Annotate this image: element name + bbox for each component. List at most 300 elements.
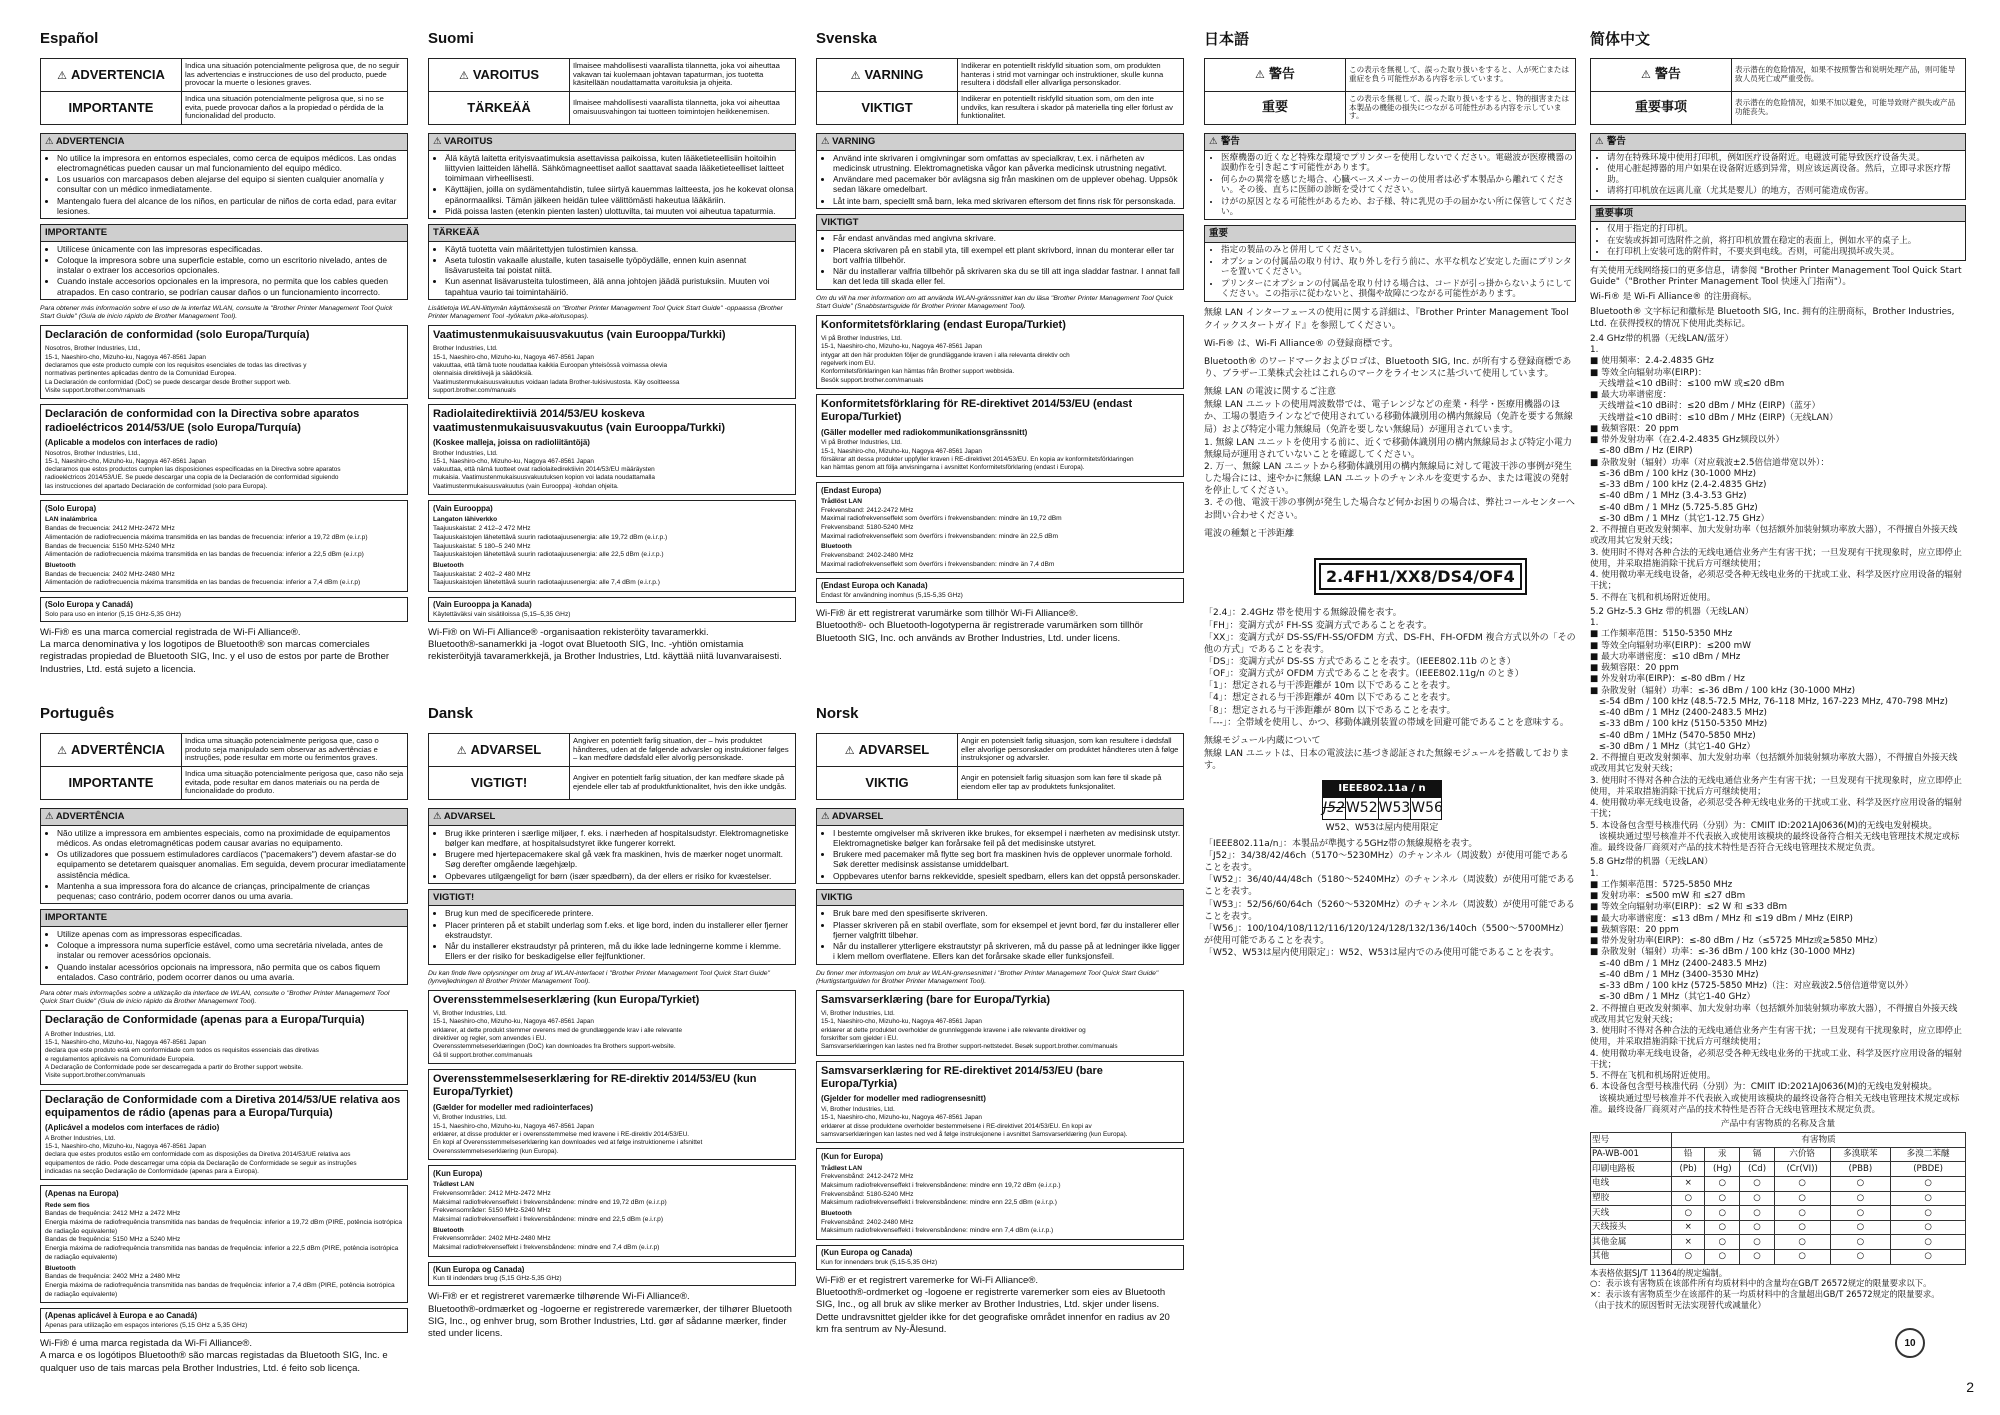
spec-heading: (Endast Europa) [821, 485, 882, 495]
signal-word-table [816, 58, 1184, 125]
declaration-body: Nosotros, Brother Industries, Ltd., 15-1, Naeshiro-cho, Mizuho-ku, Nagoya 467-8561 Japan declaramos que este producto cumple con los requisitos esenciales de todas las directivas y normativas pertinentes aplicadas dentro de la Comunidad Europea. La Declaración de conformidad (DoC) se puede descargar desde Brother support web. Visite support.brother.com/manuals [45, 345, 307, 395]
signal-warning [429, 59, 570, 92]
declaration-body: Vi, Brother Industries, Ltd. 15-1, Naeshiro-cho, Mizuho-ku, Nagoya 467-8561 Japan erklærer at disse produktene overholder bestemmelsene i RE-direktivet 2014/53/EU. En kopi av samsvarserklæringen kan lastes ned ved å følge instruksjonene i avsnittet Samsvarserklæring (kun Europa). [821, 1105, 1128, 1138]
important-box-title: TÄRKEÄÄ [433, 227, 480, 239]
warning-box-head [817, 134, 1183, 151]
indoor-use-box [816, 1245, 1184, 1270]
signal-important: VIGTIGT! [429, 767, 570, 800]
spec-line: Frekvensbånd: 5180-5240 MHz [821, 1190, 914, 1198]
signal-warning-text: Angiver en potentielt farlig situation, der – hvis produktet håndteres, uden at de følgende advarsler og instruktioner følges – kan medføre dødsfald eller alvorlig personskade. [570, 734, 796, 767]
signal-important-text: Indica una situación potencialmente peligrosa que, si no se evita, puede provocar daños a la propiedad o pérdida de la funcionalidad del producto. [182, 92, 408, 125]
spec-line: Maximal radiofrekvenseffekt som överförs i frekvensbanden: mindre än 19,72 dBm [821, 515, 1062, 523]
signal-important-text: Indikerar en potentiellt riskfylld situation som, om den inte undviks, kan resultera i skador på materiella ting eller förlust av funktionalitet. [958, 92, 1184, 125]
list-item: • 仅用于指定的打印机。 [1607, 224, 1965, 234]
signal-word-table [1590, 58, 1966, 125]
definition-line: 「FH」：変調方式が FH-SS 変調方式であることを表す。 [1204, 620, 1433, 631]
declaration-subtitle: (Koskee malleja, joissa on radioliitäntöjä) [433, 437, 590, 447]
spec-line: Taajuuskaistojen lähetettävä suurin radiotaajuusenergia: alle 22,5 dBm (e.i.r.p.) [433, 551, 664, 559]
module-body: 無線 LAN ユニットは、日本の電波法に基づき認証された無線モジュールを搭載しております。 [1204, 749, 1570, 772]
signal-warning [817, 734, 958, 767]
spec-line: ■ 杂散发射（辐射）功率：≤-36 dBm / 100 kHz (30-1000 MHz) [1590, 947, 1856, 958]
signal-important: VIKTIGT [817, 92, 958, 125]
table-cell: ○ [1705, 1220, 1740, 1235]
table-cell: × [1672, 1235, 1705, 1250]
important-box-head [817, 890, 1183, 907]
table-cell: ○ [1705, 1191, 1740, 1206]
signal-important: IMPORTANTE [41, 92, 182, 125]
declaration-title: Declaración de conformidad (solo Europa/Turquía) [45, 329, 310, 342]
wlan-guide-note: 有关使用无线网络接口的更多信息，请参阅 "Brother Printer Management Tool Quick Start Guide"（"Brother Printer Management Tool 快速入门指南"）。 [1590, 265, 1962, 287]
wlan-guide-note: Para obter mais informações sobre a utilização da interface de WLAN, consulte o "Brother Printer Management Tool Quick Start Guide" (Guia de início rápido da Brother Management Tool). [40, 990, 390, 1006]
spec-line: ≤-40 dBm / 1 MHz (5.725-5.85 GHz) [1590, 502, 1758, 513]
table-cell: ○ [1705, 1235, 1740, 1250]
spec-line: Rede sem fios [45, 1201, 90, 1209]
bluetooth-trademark: Bluetooth® のワードマークおよびロゴは、Bluetooth SIG, Inc. が所有する登録商標であり、ブラザー工業株式会社はこれらのマークをライセンスに基づいて使用しています。 [1204, 356, 1572, 380]
section-title: Español [40, 30, 99, 47]
spec-line: ≤-30 dBm / 1 MHz（其它1-40 GHz） [1590, 992, 1756, 1003]
important-box-title: VIGTIGT! [433, 891, 475, 903]
indoor-use-box [40, 1308, 408, 1333]
spec-line: Alimentación de radiofrecuencia máxima transmitida en las bandas de frecuencia: inferior a 7,4 dBm (e.i.r.p) [45, 579, 361, 587]
section-title: Suomi [428, 30, 474, 47]
spec-line: ≤-30 dBm / 1 MHz（其它1-40 GHz） [1590, 741, 1756, 752]
page-number: 2 [1966, 1379, 1974, 1395]
definition-line: 「W56」：100/104/108/112/116/120/124/128/132/136/140ch（5500〜5700MHz）が使用可能であることを表す。 [1204, 923, 1569, 946]
indoor-use-box [428, 1262, 796, 1287]
spec-line: Bandas de frequência: 2402 MHz a 2480 MHz [45, 1273, 181, 1281]
spec-line: 3. 使用时不得对各种合法的无线电通信业务产生有害干扰；一旦发现有干扰现象时，应立即停止使用，并采取措施消除干扰后方可继续使用； [1590, 1026, 1962, 1048]
definition-line: 「XX」：変調方式が DS-SS/FH-SS/OFDM 方式、DS-FH、FH-OFDM 複合方式以外の「その他の方式」であることを表す。 [1204, 632, 1576, 655]
list-item: • Användare med pacemaker bör avlägsna sig från maskinen om de upplever obehag. Uppsök sedan läkare omedelbart. [833, 174, 1183, 195]
list-item: • Coloque la impresora sobre una superficie estable, como un escritorio nivelado, antes de instalar o extraer los accesorios opcionales. [57, 255, 407, 276]
spec-line: Trådløst LAN [821, 1164, 863, 1172]
signal-warning [41, 59, 182, 92]
table-cell: (Hg) [1705, 1162, 1740, 1177]
spec-line: Bandas de frecuencia: 2402 MHz-2480 MHz [45, 570, 175, 578]
wifi-trademark: Wi-Fi® er et registrert varemerke for Wi-Fi Alliance®. [816, 1274, 1038, 1286]
bluetooth-trademark: Bluetooth®-ordmærket og -logoerne er registrerede varemærker, der tilhører Bluetooth SIG, Inc., og enhver brug, som Brother Industries, Ltd. gør af sådanne mærker, finder sted under licens. [428, 1303, 792, 1340]
spec-line: Alimentación de radiofrecuencia máxima transmitida en las bandas de frecuencia: inferior a 19,72 dBm (e.i.r.p) [45, 533, 368, 541]
list-item: • Bruk bare med den spesifiserte skriveren. [833, 908, 1183, 918]
list-item: • Brug ikke printeren i særlige miljøer, f. eks. i nærheden af hospitalsudstyr. Elektromagnetiske bølger kan medføre, at hospitalsudstyret ikke fungerer korrekt. [445, 828, 795, 849]
indoor-heading: (Kun Europa og Canada) [821, 1248, 913, 1258]
spec-line: ■ 杂散发射（辐射）功率（对应载波±2.5倍信道带宽以外）： [1590, 457, 1830, 468]
spec-line: 4. 使用微功率无线电设备，必须忍受各种无线电业务的干扰或工业、科学及医疗应用设备的辐射干扰； [1590, 798, 1962, 820]
signal-warning-text: Ilmaisee mahdollisesti vaarallista tilannetta, joka voi aiheuttaa vakavan tai kuolemaan johtavan tapaturman, jos tuotetta käsitellään noudattamatta varoituksia ja ohjeita. [570, 59, 796, 92]
table-cell: ○ [1830, 1250, 1891, 1265]
list-item: • 请将打印机放在远离儿童（尤其是婴儿）的地方，否则可能造成伤害。 [1607, 186, 1965, 196]
spec-line: Bandas de frecuencia: 2412 MHz-2472 MHz [45, 525, 175, 533]
wlan-guide-note: Para obtener más información sobre el uso de la interfaz WLAN, consulte la "Brother Printer Management Tool Quick Start Guide" (Guía de inicio rápido de Brother Management Tool). [40, 304, 393, 321]
signal-word-table [40, 58, 408, 125]
important-box-title: IMPORTANTE [45, 912, 108, 924]
indoor-text: Kun til indendørs brug (5,15 GHz-5,35 GHz) [433, 1275, 562, 1283]
list-item: • Käytä tuotetta vain määritettyjen tulostimien kanssa. [445, 244, 795, 254]
spec-line: Maximal radiofrekvenseffekt som överförs i frekvensbanden: mindre än 7,4 dBm [821, 560, 1055, 568]
list-item: • Låt inte barn, speciellt små barn, leka med skrivaren eftersom det finns risk för personskada. [833, 196, 1183, 206]
table-row [1591, 1191, 1966, 1206]
spec-line: Frekvensband: 2412-2472 MHz [821, 506, 914, 514]
table-cell: ○ [1774, 1220, 1830, 1235]
module-heading: 無線モジュール内蔵について [1204, 735, 1321, 746]
table-cell: 塑胶 [1591, 1191, 1672, 1206]
warning-box-title: ADVERTÊNCIA [55, 811, 125, 822]
spec-line: Frekvensområder: 2412 MHz-2472 MHz [433, 1189, 551, 1197]
list-item: • 使用心脏起搏器的用户如果在设备附近感到异常，则应该远离设备。然后，立即寻求医疗帮助。 [1607, 164, 1965, 185]
table-cell: ○ [1891, 1206, 1966, 1221]
spec-line: 2. 不得擅自更改发射频率、加大发射功率（包括额外加装射频功率放大器），不得擅自外接天线或改用其它发射天线； [1590, 525, 1958, 547]
spec-line: Frekvensområder: 5150 MHz-5240 MHz [433, 1207, 551, 1215]
warning-box-head [41, 809, 407, 826]
signal-warning [41, 734, 182, 767]
spec-line: ■ 载频容限：20 ppm [1590, 924, 1679, 935]
wifi-trademark: Wi-Fi® は、Wi-Fi Alliance® の登録商標です。 [1204, 338, 1399, 349]
table-cell: ○ [1891, 1250, 1966, 1265]
wlan-guide-note: Lisätietoja WLAN-liittymän käyttämisestä on "Brother Printer Management Tool Quick Start Guide" -oppaassa (Brother Printer Management Tool -työkalun pika-aloitusopas). [428, 304, 783, 321]
table-cell: (PBDE) [1891, 1162, 1966, 1177]
wifi-trademark: Wi-Fi® é uma marca registada da Wi-Fi Alliance®. [40, 1337, 252, 1349]
table-row [1591, 1162, 1966, 1177]
spec-line: ≤-36 dBm / 100 kHz (30-1000 MHz) [1590, 468, 1757, 479]
table-cell: ○ [1705, 1177, 1740, 1192]
warning-box [40, 133, 408, 219]
section-norwegian [816, 705, 1184, 1336]
list-item: • Utilize apenas com as impressoras especificadas. [57, 929, 407, 939]
table-row [1591, 1147, 1966, 1162]
definition-line: 「J52」：34/38/42/46ch（5170〜5230MHz）のチャンネル（周波数）が使用可能であることを表す。 [1204, 850, 1569, 874]
spec-line: ■ 带外发射功率(EIRP)：≤-80 dBm / Hz（≤5725 MHz或≥5850 MHz） [1590, 936, 1883, 947]
declaration-body: Vi, Brother Industries, Ltd. 15-1, Naeshiro-cho, Mizuho-ku, Nagoya 467-8561 Japan erklærer, at dette produkt stemmer overens med de grundlæggende krav i alle relevante direktiver og regler, som anvendes i EU. Overensstemmelseserklæringen (DoC) kan downloades fra Brothers support-website. Gå til support.brother.com/manuals [433, 1010, 683, 1059]
list-item: • Mantenha a sua impressora fora do alcance de crianças, principalmente de crianças pequenas; caso contrário, podem ocorrer danos ou uma avaria. [57, 881, 407, 902]
table-cell: ○ [1891, 1220, 1966, 1235]
signal-warning [429, 734, 570, 767]
table-cell: 汞 [1705, 1147, 1740, 1162]
warning-box [816, 808, 1184, 884]
red-declaration [428, 1069, 796, 1160]
spec-line: 1. [1590, 345, 1599, 356]
spec-line: ≤-40 dBm / 1 MHz (2400-2483.5 MHz) [1590, 708, 1767, 719]
signal-warning-label: ADVARSEL [470, 741, 542, 757]
important-box-head [429, 225, 795, 242]
spec-line: Maksimal radiofrekvenseffekt i frekvensbåndene: mindre end 7,4 dBm (e.i.r.p) [433, 1244, 660, 1252]
list-item: • Mantengalo fuera del alcance de los niños, en particular de niños de corta edad, para evitar lesiones. [57, 196, 407, 217]
spec-line: ■ 载频容限：20 ppm [1590, 663, 1679, 674]
signal-warning-label: VAROITUS [472, 66, 540, 82]
important-box [816, 889, 1184, 965]
signal-warning: ⚠ 警告 [1591, 59, 1732, 92]
table-cell: 镉 [1740, 1147, 1774, 1162]
declaration-subtitle: (Aplicable a modelos con interfaces de radio) [45, 437, 218, 447]
table-row [1591, 1133, 1966, 1148]
radio-spec-box [40, 1185, 408, 1303]
declaration-of-conformity [40, 325, 408, 399]
table-cell: ○ [1672, 1250, 1705, 1265]
radio-type-heading: 電波の種類と干渉距離 [1204, 528, 1295, 539]
signal-important-text: この表示を無視して、誤った取り扱いをすると、物的損害または本製品の機能の損失につながる可能性がある内容を示しています。 [1346, 92, 1576, 125]
spec-line: 5. 不得在飞机和机场附近使用。 [1590, 1071, 1716, 1082]
radio-spec-box [40, 500, 408, 592]
signal-important-text: Angir en potensielt farlig situasjon som kan føre til skade på eiendom eller tap av produktets funksjonalitet. [958, 767, 1184, 800]
declaration-body: Vi på Brother Industries, Ltd. 15-1, Naeshiro-cho, Mizuho-ku, Nagoya 467-8561 Japan intygar att den här produkten följer de grundläggande kraven i alla relevanta direktiv och regelverk inom EU. Konformitetsförklaringen kan hämtas från Brother support webbsida. Besök support.brother.com/manuals [821, 335, 1070, 384]
spec-line: Taajuuskaistojen lähetettävä suurin radiotaajuusenergia: alle 19,72 dBm (e.i.r.p.) [433, 533, 668, 541]
warning-box: ⚠ 警告 • 医療機器の近くなど特殊な環境でプリンターを使用しないでください。電磁波が医療機器の誤動作を引き起こす可能性があります。 • 何らかの異常を感じた場合、心臓ペースメーカーの使用者は必ず本製品から離れてください。その後、直ちに医師の診断を受けてください。 • けがの原因となる可能性があるため、お子様、特に乳児の手の届かない所に保管してください。 [1204, 133, 1576, 220]
list-item: • Os utilizadores que possuem estimuladores cardíacos ("pacemakers") devem afastar-se do equipamento se detetarem quaisquer anomalias. Em seguida, devem procurar imediatamente assistência médica. [57, 849, 407, 880]
indoor-heading: (Kun Europa og Canada) [433, 1264, 525, 1274]
table-cell: 有害物质 [1672, 1133, 1966, 1148]
warning-box-title: VAROITUS [444, 136, 493, 147]
spec-line: ■ 外发射功率(EIRP)：≤-80 dBm / Hz [1590, 674, 1745, 685]
channel-cell: W52 [1346, 798, 1379, 819]
spec-line: 4. 使用微功率无线电设备，必须忍受各种无线电业务的干扰或工业、科学及医疗应用设备的辐射干扰； [1590, 1048, 1962, 1070]
red-declaration [428, 404, 796, 495]
spec-line: Trådlöst LAN [821, 497, 863, 505]
warning-triangle-icon: ⚠ [433, 811, 444, 822]
spec-line: Bluetooth [45, 1264, 76, 1272]
numbered-item: 1. 無線 LAN ユニットを使用する前に、近くで移動体識別用の構内無線局および特定小電力無線局が運用されていないことを確認してください。 [1204, 437, 1572, 460]
radio-notice-heading: 無線 LAN の電波に関するご注意 [1204, 387, 1336, 398]
indoor-text: Apenas para utilização em espaços interiores (5,15 GHz a 5,35 GHz) [45, 1321, 248, 1329]
table-cell: ○ [1740, 1250, 1774, 1265]
declaration-of-conformity [816, 315, 1184, 389]
list-item: • オプションの付属品の取り付け、取り外しを行う前に、水平な机など安定した面にプリンターを置いてください。 [1221, 257, 1575, 278]
table-cell: ○ [1740, 1177, 1774, 1192]
warning-box [816, 133, 1184, 209]
signal-word-table [40, 733, 408, 800]
table-row [1591, 1220, 1966, 1235]
red-declaration [40, 404, 408, 495]
spec-line: Maximal radiofrekvenseffekt som överförs i frekvensbanden: mindre än 22,5 dBm [821, 532, 1058, 540]
spec-line: ■ 工作频率范围：5150-5350 MHz [1590, 629, 1733, 640]
definition-line: 「W52、W53は屋内使用限定」：W52、W53は屋内でのみ使用可能であることを表す。 [1204, 948, 1560, 959]
signal-important-text: Angiver en potentielt farlig situation, der kan medføre skade på ejendele eller tab af produktfunktionalitet, hvis den ikke undgås. [570, 767, 796, 800]
list-item: • Opbevares utilgængeligt for børn (især spædbørn), da der ellers er risiko for kvæstelser. [445, 871, 795, 881]
list-item: • Når du installerer ekstraudstyr på printeren, må du ikke lade ledningerne komme i klemme. Ellers er der risiko for beskadigelse eller fejlfunktioner. [445, 941, 795, 962]
declaration-subtitle: (Gælder for modeller med radiointerfaces) [433, 1102, 594, 1112]
table-cell: PA-WB-001 [1591, 1147, 1672, 1162]
table-cell: ○ [1891, 1191, 1966, 1206]
spec-line: ■ 最大功率谱密度：≤10 dBm / MHz [1590, 651, 1741, 662]
list-item: • Quando instalar acessórios opcionais na impressora, não permita que os cabos fiquem entalados. Caso contrário, podem ocorrer danos ou uma avaria. [57, 962, 407, 983]
table-cell: 其他金属 [1591, 1235, 1672, 1250]
bluetooth-trademark: La marca denominativa y los logotipos de Bluetooth® son marcas comerciales registradas propiedad de Bluetooth SIG, Inc. y el uso de estos por parte de Brother Industries, Ltd. está sujeto a licencia. [40, 638, 390, 675]
spec-line: Energia máxima de radiofrequência transmitida nas bandas de frequência: inferior a 7,4 dBm (PIRE, potência isotrópica de radiação equivalente) [45, 1282, 395, 1298]
signal-warning-text: Indica uma situação potencialmente perigosa que, caso o produto seja manipulado sem observar as advertências e instruções, pode resultar em morte ou ferimentos graves. [182, 734, 408, 767]
important-box-title: VIKTIG [821, 891, 853, 903]
signal-warning-label: ADVERTÊNCIA [70, 741, 165, 757]
list-item: • Brug kun med de specificerede printere. [445, 908, 795, 918]
list-item: • Utilícese únicamente con las impresoras especificadas. [57, 244, 407, 254]
spec-line: ■ 工作频率范围：5725-5850 MHz [1590, 879, 1733, 890]
spec-line: Frekvensband: 2402-2480 MHz [821, 552, 914, 560]
table-cell: 铅 [1672, 1147, 1705, 1162]
list-item: • Não utilize a impressora em ambientes especiais, como na proximidade de equipamentos médicos. As ondas eletromagnéticas podem causar avarias no equipamento. [57, 828, 407, 849]
spec-line: Taajuuskaistat: 5 180–5 240 MHz [433, 542, 531, 550]
signal-important: 重要 [1205, 92, 1346, 125]
spec-line: ≤-33 dBm / 100 kHz (5150-5350 MHz) [1590, 719, 1768, 730]
list-item: • Cuando instale accesorios opcionales en la impresora, no permita que los cables queden atrapados. En caso contrario, se podrían causar daños o un funcionamiento incorrecto. [57, 276, 407, 297]
warning-box-head [817, 809, 1183, 826]
spec-heading: (Kun for Europa) [821, 1152, 883, 1162]
spec-line: Energia máxima de radiofrequência transmitida nas bandas de frequência: inferior a 19,72 dBm (PIRE, potência isotrópica de radiação equivalente) [45, 1219, 402, 1235]
spec-line: 6. 本设备包含型号核准代码（分别）为：CMIIT ID:2021AJ0636(M)的无线电发射模块。 [1590, 1082, 1938, 1093]
declaration-body: Vi, Brother Industries, Ltd. 15-1, Naeshiro-cho, Mizuho-ku, Nagoya 467-8561 Japan erklærer at dette produktet overholder de grunnleggende kravene i alle relevante direktiver og forskrifter som gjelder i EU. Samsvarserklæringen kan lastes ned fra Brother support-nettstedet. Besøk support.brother.com/manuals [821, 1010, 1118, 1051]
definition-line: 「1」：想定される与干渉距離が 10m 以下であることを表す。 [1204, 681, 1456, 692]
channel-cell: W56 [1411, 799, 1443, 816]
table-cell: 天线接头 [1591, 1220, 1672, 1235]
wlan-guide-note: Du finner mer informasjon om bruk av WLAN-grensesnittet i "Brother Printer Management Tool Quick Start Guide" (Hurtigstartguiden for Brother Printer Management Tool). [816, 969, 1159, 985]
list-item: • プリンターにオプションの付属品を取り付ける場合は、コードが引っ掛からないようにしてください。この指示に従わないと、損傷や故障につながる可能性があります。 [1221, 279, 1575, 300]
spec-line: Maksimal radiofrekvenseffekt i frekvensbåndene: mindre end 22,5 dBm (e.i.r.p) [433, 1215, 664, 1223]
spec-heading: (Vain Eurooppa) [433, 504, 493, 514]
table-note: 本表格依据SJ/T 11364的规定编制。 [1590, 1267, 1728, 1278]
table-note: ○：表示该有害物质在该部件所有均质材料中的含量均在GB/T 26572规定的限量要求以下。 [1590, 1278, 1932, 1289]
table-cell: ○ [1672, 1206, 1705, 1221]
bluetooth-trademark: Bluetooth®-sanamerkki ja -logot ovat Bluetooth SIG, Inc. -yhtiön omistamia rekisteröityjä tavaramerkkejä, ja Brother Industries, Ltd. käyttää niitä luvanvaraisesti. [428, 638, 782, 663]
signal-word-table [1204, 58, 1576, 125]
warning-triangle-icon: ⚠ [458, 69, 469, 82]
warning-box-title: VARNING [832, 136, 876, 147]
declaration-of-conformity [428, 990, 796, 1064]
table-cell: × [1672, 1220, 1705, 1235]
signal-important-text: 表示潜在的危险情况，如果不加以避免，可能导致财产损失或产品功能丧失。 [1732, 92, 1966, 125]
definition-line: 「4」：想定される与干渉距離が 40m 以下であることを表す。 [1204, 693, 1456, 704]
indoor-heading: (Apenas aplicável à Europa e ao Canadá) [45, 1311, 198, 1321]
declaration-body: Nosotros, Brother Industries, Ltd., 15-1, Naeshiro-cho, Mizuho-ku, Nagoya 467-8561 Japan declaramos que estos productos cumplen las disposiciones especificadas en la Directiva sobre aparatos radioeléctricos 2014/53/UE. Se puede descargar una copia de la Declaración de conformidad siguiendo las instrucciones del apartado Declaración de conformidad (solo para Europa). [45, 449, 341, 490]
important-box-head [817, 215, 1183, 232]
signal-warning-text: この表示を無視して、誤った取り扱いをすると、人が死亡または重症を負う可能性がある内容を示しています。 [1346, 59, 1576, 92]
spec-line: Maksimum radiofrekvenseffekt i frekvensbåndene: mindre enn 19,72 dBm (e.i.r.p.) [821, 1181, 1061, 1189]
important-box [428, 224, 796, 300]
signal-important-text: Ilmaisee mahdollisesti vaarallista tilannetta, joka voi aiheuttaa omaisuusvahingon tai tuotteen toimintojen heikkenemisen. [570, 92, 796, 125]
hazard-table [1590, 1132, 1966, 1264]
table-cell: ○ [1740, 1206, 1774, 1221]
wifi-trademark: Wi-Fi® on Wi-Fi Alliance® -organisaation rekisteröity tavaramerkki. [428, 626, 709, 638]
red-declaration [40, 1090, 408, 1181]
indoor-text: Solo para uso en interior (5,15 GHz-5,35 GHz) [45, 610, 181, 618]
spec-line: Maksimum radiofrekvenseffekt i frekvensbåndene: mindre enn 22,5 dBm (e.i.r.p.) [821, 1199, 1057, 1207]
hazard-table-title: 产品中有害物质的名称及含量 [1720, 1119, 1836, 1130]
table-cell: (Pb) [1672, 1162, 1705, 1177]
spec-line: 该模块通过型号核准并不代表嵌入或使用该模块的最终设备符合相关无线电管理技术规定或标准。最终设备厂商须对产品的技术特性是否符合无线电管理技术规定负责。 [1590, 1093, 1960, 1115]
section-chinese [1590, 30, 1966, 1311]
important-box-title: VIKTIGT [821, 216, 859, 228]
warning-triangle-icon: ⚠ [1595, 136, 1607, 147]
spec-line: Bluetooth [433, 1226, 464, 1234]
signal-word-table [816, 733, 1184, 800]
signal-warning-label: ADVARSEL [858, 741, 930, 757]
signal-important: TÄRKEÄÄ [429, 92, 570, 125]
spec-line: Maksimum radiofrekvenseffekt i frekvensbåndene: mindre enn 7,4 dBm (e.i.r.p.) [821, 1227, 1054, 1235]
table-cell: 型号 [1591, 1133, 1672, 1148]
declaration-body: Brother Industries, Ltd. 15-1, Naeshiro-cho, Mizuho-ku, Nagoya 467-8561 Japan vakuuttaa, että nämä tuotteet ovat radiolaitedirektiivin 2014/53/EU määräysten mukaisia. Vaatimustenmukaisuusvakuutuksen kopion voi ladata noudattamalla Vaatimustenmukaisuusvakuutus (vain Eurooppa) -kohdan ohjeita. [433, 449, 655, 490]
signal-important: IMPORTANTE [41, 767, 182, 800]
spec-line: 2. 不得擅自更改发射频率、加大发射功率（包括额外加装射频功率放大器），不得擅自外接天线或改用其它发射天线； [1590, 753, 1958, 775]
list-item: • Brukere med pacemaker må flytte seg bort fra maskinen hvis de opplever unormale forhold. Søk deretter medisinsk assistanse umiddelbart. [833, 849, 1183, 870]
declaration-title: Radiolaitedirektiiviä 2014/53/EU koskeva vaatimustenmukaisuusvakuutus (vain Eurooppa/Turkki) [433, 408, 725, 434]
declaration-title: Vaatimustenmukaisuusvakuutus (vain Eurooppa/Turkki) [433, 329, 726, 342]
important-box [816, 214, 1184, 290]
list-item: • Får endast användas med angivna skrivare. [833, 233, 1183, 243]
wlan-guide-note: Du kan finde flere oplysninger om brug af WLAN-interfacet i "Brother Printer Management Tool Quick Start Guide" (lynvejledningen til Brother Printer Management Tool). [428, 969, 770, 985]
signal-warning-text: Indica una situación potencialmente peligrosa que, de no seguir las advertencias e instrucciones de uso del producto, puede provocar la muerte o lesiones graves. [182, 59, 408, 92]
table-cell: ○ [1740, 1191, 1774, 1206]
declaration-body: A Brother Industries, Ltd. 15-1, Naeshiro-cho, Mizuho-ku, Nagoya 467-8561 Japan declara que estes produtos estão em conformidade com as disposições da Diretiva 2014/53/UE relativa aos equipamentos de rádio. Pode descarregar uma cópia da Declaração de Conformidade se seguir as instruções indicadas na secção Declaração de Conformidade (apenas para a Europa). [45, 1134, 357, 1176]
radio-spec-box [428, 500, 796, 592]
numbered-item: 3. その他、電波干渉の事例が発生した場合など何かお困りの場合は、弊社コールセンターへお問い合わせください。 [1204, 498, 1575, 521]
radio-spec-box [428, 1165, 796, 1257]
declaration-title: Declaração de Conformidade (apenas para a Europa/Turquia) [45, 1014, 365, 1027]
table-cell: ○ [1891, 1177, 1966, 1192]
table-row [1591, 1250, 1966, 1265]
declaration-title: Samsvarserklæring (bare for Europa/Tyrkia) [821, 993, 1051, 1006]
warning-box [428, 133, 796, 219]
spec-line: Bluetooth [433, 561, 464, 569]
table-cell: × [1672, 1177, 1705, 1192]
warning-box: ⚠ 警告 • 请勿在特殊环境中使用打印机，例如医疗设备附近。电磁波可能导致医疗设备失灵。 • 使用心脏起搏器的用户如果在设备附近感到异常，则应该远离设备。然后，立即寻求医疗帮助。 • 请将打印机放在远离儿童（尤其是婴儿）的地方，否则可能造成伤害。 [1590, 133, 1966, 200]
important-box-head [41, 225, 407, 242]
indoor-use-box [40, 597, 408, 622]
spec-line: ■ 带外发射功率（在2.4-2.4835 GHz频段以外） [1590, 435, 1785, 446]
warning-triangle-icon: ⚠ [821, 136, 833, 147]
table-cell: (Cd) [1740, 1162, 1774, 1177]
spec-line: ■ 等效全向辐射功率(EIRP)：≤200 mW [1590, 640, 1751, 651]
table-cell: 多溴二苯醚 [1891, 1147, 1966, 1162]
warning-triangle-icon: ⚠ [433, 136, 445, 147]
declaration-subtitle: (Gäller modeller med radiokommunikationsgränssnitt) [821, 427, 1028, 437]
spec-line: Trådløst LAN [433, 1181, 475, 1189]
bluetooth-trademark: Bluetooth® 文字标记和徽标是 Bluetooth SIG, Inc. 拥有的注册商标，Brother Industries, Ltd. 在获得授权的情况下使用此类标记。 [1590, 307, 1955, 329]
section-title: Svenska [816, 30, 877, 47]
spec-line: Taajuuskaistat: 2 402–2 480 MHz [433, 570, 531, 578]
declaration-title: Samsvarserklæring for RE-direktivet 2014/53/EU (bare Europa/Tyrkia) [821, 1064, 1103, 1090]
definition-line: 「---」：全帯域を使用し、かつ、移動体識別装置の帯域を回避可能であることを意味する。 [1204, 717, 1569, 728]
list-item: • Aseta tulostin vakaalle alustalle, kuten tasaiselle työpöydälle, ennen kuin asennat lisävarusteita tai poistat niitä. [445, 255, 795, 276]
table-cell: ○ [1830, 1191, 1891, 1206]
list-item: • No utilice la impresora en entornos especiales, como cerca de equipos médicos. Las ondas electromagnéticas pueden causar un mal funcionamiento del equipo médico. [57, 153, 407, 174]
band-24-heading: 2.4 GHz带的机器（无线LAN/蓝牙） [1590, 333, 1734, 344]
list-item: • Brugere med hjertepacemakere skal gå væk fra maskinen, hvis de mærker noget unormalt. Søg derefter omgående lægehjælp. [445, 849, 795, 870]
warning-box-title: ADVARSEL [831, 811, 884, 822]
radio-type-badge: 2.4FH1/XX8/DS4/OF4 [1314, 558, 1527, 596]
warning-triangle-icon: ⚠ [844, 744, 855, 757]
numbered-item: 2. 万一、無線 LAN ユニットから移動体識別用の構内無線局に対して電波干渉の事例が発生した場合には、速やかに無線 LAN ユニットのチャンネルを変更するか、または電波の発射を停止してください。 [1204, 462, 1572, 497]
spec-line: Alimentación de radiofrecuencia máxima transmitida en las bandas de frecuencia: inferior a 22,5 dBm (e.i.r.p) [45, 551, 364, 559]
bluetooth-trademark: Bluetooth®-ordmerket og -logoene er registrerte varemerker som eies av Bluetooth SIG, Inc., og all bruk av slike merker av Brother Industries, Ltd. skjer under lisens. Dette undravsnittet gjelder ikke for det geografiske området innenfor en radius av 20 km fra sentrum av Ny-Ålesund. [816, 1287, 1170, 1336]
warning-box-head [429, 134, 795, 151]
list-item: • 医療機器の近くなど特殊な環境でプリンターを使用しないでください。電磁波が医療機器の誤動作を引き起こす可能性があります。 [1221, 153, 1575, 174]
declaration-subtitle: (Aplicável a modelos com interfaces de rádio) [45, 1123, 220, 1132]
list-item: • När du installerar valfria tillbehör på skrivaren ska du se till att inga sladdar fastnar. I annat fall kan det leda till skada eller fel. [833, 266, 1183, 287]
spec-line: ■ 最大功率谱密度： [1590, 390, 1672, 401]
spec-line: ■ 使用频率：2.4-2.4835 GHz [1590, 356, 1714, 367]
table-cell: (PBB) [1830, 1162, 1891, 1177]
warning-triangle-icon: ⚠ [821, 811, 832, 822]
important-box [428, 889, 796, 965]
spec-line: Taajuuskaistojen lähetettävä suurin radiotaajuusenergia: alle 7,4 dBm (e.i.r.p.) [433, 579, 660, 587]
signal-word-table [428, 58, 796, 125]
spec-line: ≤-30 dBm / 1 MHz（其它1-12.75 GHz） [1590, 513, 1770, 524]
spec-line: ≤-54 dBm / 100 kHz (48.5-72.5 MHz, 76-118 MHz, 167-223 MHz, 470-798 MHz) [1590, 696, 1948, 707]
spec-heading: (Solo Europa) [45, 504, 97, 514]
warning-box-title: ADVERTENCIA [55, 136, 125, 147]
indoor-use-box [816, 578, 1184, 603]
signal-warning-text: 表示潜在的危险情况，如果不按照警告和说明处理产品，则可能导致人员死亡或严重受伤。 [1732, 59, 1966, 92]
table-cell: ○ [1774, 1206, 1830, 1221]
bluetooth-trademark: A marca e os logótipos Bluetooth® são marcas registadas da Bluetooth SIG, Inc. e qualquer uso de tais marcas pela Brother Industries, Ltd. é feito sob licença. [40, 1350, 388, 1374]
indoor-heading: (Solo Europa y Canadá) [45, 600, 133, 610]
signal-warning-text: Angir en potensielt farlig situasjon, som kan resultere i dødsfall eller alvorlige personskader om produktet håndteres uten å følge instruksjoner og advarsler. [958, 734, 1184, 767]
spec-line: 5. 本设备包含型号核准代码（分别）为：CMIIT ID:2021AJ0636(M)的无线电发射模块。 [1590, 820, 1938, 831]
